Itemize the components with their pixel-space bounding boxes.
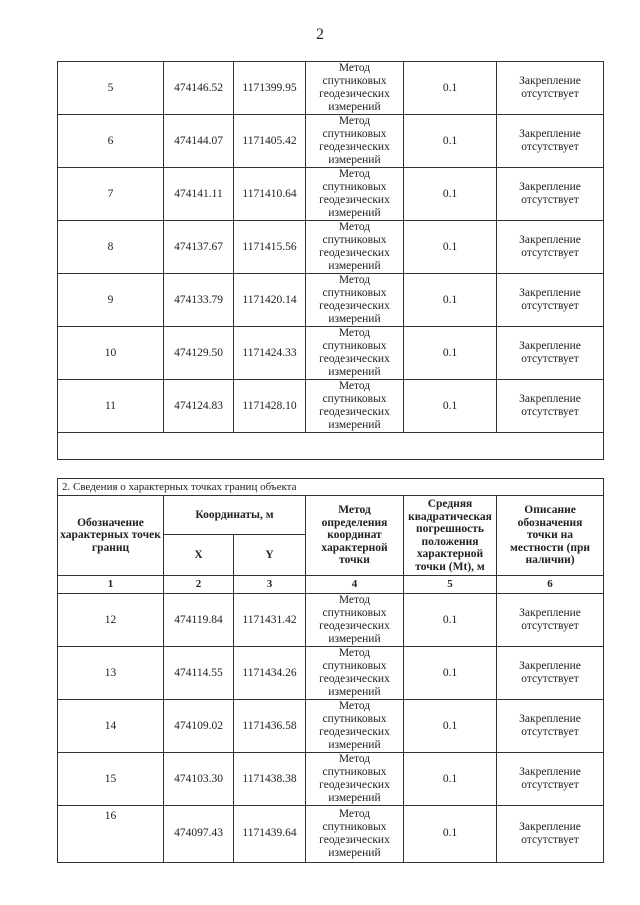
method-cell: Метод спутниковых геодезических измерений xyxy=(306,327,404,380)
description-cell: Закрепление отсутствует xyxy=(497,700,604,753)
table-row xyxy=(58,806,604,863)
column-number-3: 3 xyxy=(234,576,306,594)
header-y: Y xyxy=(234,535,306,576)
description-cell: Закрепление отсутствует xyxy=(497,753,604,806)
coordinate-x: 474109.02 xyxy=(164,700,234,753)
accuracy-cell: 0.1 xyxy=(404,806,497,863)
coordinate-y: 1171434.26 xyxy=(234,647,306,700)
description-cell: Закрепление отсутствует xyxy=(497,168,604,221)
method-cell: Метод спутниковых геодезических измерений xyxy=(306,700,404,753)
coordinate-y: 1171410.64 xyxy=(234,168,306,221)
coordinate-y: 1171420.14 xyxy=(234,274,306,327)
description-cell: Закрепление отсутствует xyxy=(497,115,604,168)
coordinate-y: 1171399.95 xyxy=(234,62,306,115)
accuracy-cell: 0.1 xyxy=(404,115,497,168)
accuracy-cell: 0.1 xyxy=(404,327,497,380)
method-cell: Метод спутниковых геодезических измерений xyxy=(306,62,404,115)
table-row xyxy=(58,327,604,380)
accuracy-cell: 0.1 xyxy=(404,700,497,753)
accuracy-cell: 0.1 xyxy=(404,647,497,700)
accuracy-cell: 0.1 xyxy=(404,753,497,806)
accuracy-cell: 0.1 xyxy=(404,62,497,115)
column-number-1: 1 xyxy=(58,576,164,594)
coordinate-x: 474119.84 xyxy=(164,594,234,647)
header-method: Метод определения координат характерной точки xyxy=(306,496,404,576)
description-cell: Закрепление отсутствует xyxy=(497,221,604,274)
coordinate-y: 1171438.38 xyxy=(234,753,306,806)
method-cell: Метод спутниковых геодезических измерений xyxy=(306,168,404,221)
header-coordinates: Координаты, м xyxy=(164,496,306,535)
description-cell: Закрепление отсутствует xyxy=(497,62,604,115)
column-number-4: 4 xyxy=(306,576,404,594)
method-cell: Метод спутниковых геодезических измерений xyxy=(306,806,404,863)
point-number: 14 xyxy=(58,700,164,753)
description-cell: Закрепление отсутствует xyxy=(497,274,604,327)
coordinate-y: 1171431.42 xyxy=(234,594,306,647)
table-row xyxy=(58,380,604,433)
method-cell: Метод спутниковых геодезических измерений xyxy=(306,647,404,700)
method-cell: Метод спутниковых геодезических измерений xyxy=(306,380,404,433)
table-row xyxy=(58,753,604,806)
coordinate-x: 474146.52 xyxy=(164,62,234,115)
coordinate-y: 1171415.56 xyxy=(234,221,306,274)
method-cell: Метод спутниковых геодезических измерений xyxy=(306,753,404,806)
table-row xyxy=(58,221,604,274)
coordinate-y: 1171439.64 xyxy=(234,806,306,863)
coordinate-x: 474124.83 xyxy=(164,380,234,433)
coordinate-x: 474137.67 xyxy=(164,221,234,274)
coordinate-x: 474144.07 xyxy=(164,115,234,168)
accuracy-cell: 0.1 xyxy=(404,274,497,327)
column-number-6: 6 xyxy=(497,576,604,594)
coordinate-y: 1171405.42 xyxy=(234,115,306,168)
header-point-designation: Обозначение характерных точек границ xyxy=(58,496,164,576)
table-row xyxy=(58,700,604,753)
accuracy-cell: 0.1 xyxy=(404,380,497,433)
table-row xyxy=(58,594,604,647)
table-row xyxy=(58,647,604,700)
header-accuracy: Средняя квадратическая погрешность положения характерной точки (Mt), м xyxy=(404,496,497,576)
coordinate-x: 474114.55 xyxy=(164,647,234,700)
boundary-points-table xyxy=(57,478,604,863)
header-description: Описание обозначения точки на местности (при наличии) xyxy=(497,496,604,576)
point-number: 10 xyxy=(58,327,164,380)
point-number: 15 xyxy=(58,753,164,806)
table-row xyxy=(58,274,604,327)
coordinate-x: 474103.30 xyxy=(164,753,234,806)
accuracy-cell: 0.1 xyxy=(404,168,497,221)
coordinate-y: 1171436.58 xyxy=(234,700,306,753)
point-number: 11 xyxy=(58,380,164,433)
point-number: 13 xyxy=(58,647,164,700)
page-number: 2 xyxy=(316,26,324,43)
table-row xyxy=(58,62,604,115)
coordinate-y: 1171424.33 xyxy=(234,327,306,380)
column-number-2: 2 xyxy=(164,576,234,594)
coordinate-x: 474133.79 xyxy=(164,274,234,327)
table-row xyxy=(58,168,604,221)
column-number-5: 5 xyxy=(404,576,497,594)
header-x: X xyxy=(164,535,234,576)
coordinate-x: 474141.11 xyxy=(164,168,234,221)
description-cell: Закрепление отсутствует xyxy=(497,647,604,700)
method-cell: Метод спутниковых геодезических измерений xyxy=(306,274,404,327)
accuracy-cell: 0.1 xyxy=(404,221,497,274)
points-table-continued xyxy=(57,61,604,460)
accuracy-cell: 0.1 xyxy=(404,594,497,647)
point-number: 9 xyxy=(58,274,164,327)
empty-row xyxy=(58,433,604,460)
point-number: 6 xyxy=(58,115,164,168)
method-cell: Метод спутниковых геодезических измерений xyxy=(306,115,404,168)
coordinate-y: 1171428.10 xyxy=(234,380,306,433)
point-number: 12 xyxy=(58,594,164,647)
coordinate-x: 474129.50 xyxy=(164,327,234,380)
table-caption: 2. Сведения о характерных точках границ объекта xyxy=(58,479,604,496)
description-cell: Закрепление отсутствует xyxy=(497,327,604,380)
empty-cell xyxy=(58,433,604,460)
coordinate-x: 474097.43 xyxy=(164,806,234,863)
table-row xyxy=(58,115,604,168)
description-cell: Закрепление отсутствует xyxy=(497,380,604,433)
point-number: 8 xyxy=(58,221,164,274)
description-cell: Закрепление отсутствует xyxy=(497,806,604,863)
method-cell: Метод спутниковых геодезических измерений xyxy=(306,594,404,647)
point-number: 5 xyxy=(58,62,164,115)
description-cell: Закрепление отсутствует xyxy=(497,594,604,647)
point-number: 7 xyxy=(58,168,164,221)
method-cell: Метод спутниковых геодезических измерений xyxy=(306,221,404,274)
point-number: 16 xyxy=(58,806,164,863)
